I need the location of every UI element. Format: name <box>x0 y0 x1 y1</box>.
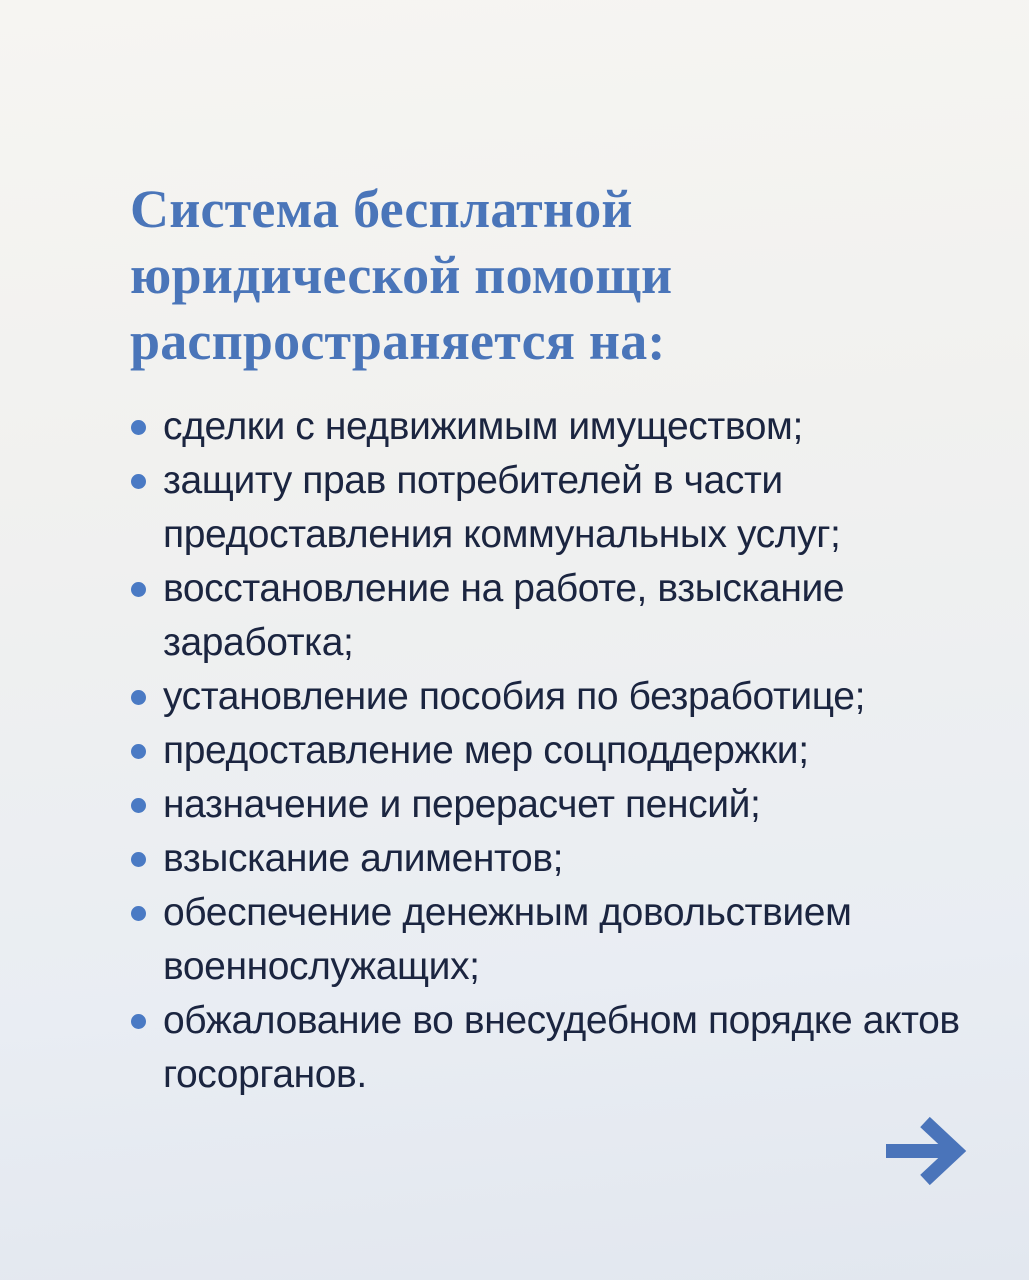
list-item-text: восстановление на работе, взыскание заработка; <box>163 567 845 664</box>
list-item <box>130 832 963 886</box>
coverage-list <box>130 400 969 1102</box>
bullet-icon <box>131 1014 146 1029</box>
page-title: Система бесплатной юридической помощи распространяется на: <box>130 179 673 371</box>
list-item-text: установление пособия по безработице; <box>163 675 866 718</box>
list-item <box>130 886 963 994</box>
next-slide-button[interactable] <box>880 1112 970 1190</box>
arrow-right-icon <box>880 1112 970 1190</box>
list-item-text: предоставление мер соцподдержки; <box>163 729 809 772</box>
bullet-icon <box>131 474 146 489</box>
list-item <box>130 994 963 1102</box>
bullet-icon <box>131 690 146 705</box>
list-item <box>130 670 963 724</box>
list-item <box>130 400 963 454</box>
list-item-text: обжалование во внесудебном порядке актов госорганов. <box>163 999 960 1096</box>
list-item-text: назначение и перерасчет пенсий; <box>163 783 761 826</box>
bullet-icon <box>131 852 146 867</box>
list-item-text: сделки с недвижимым имуществом; <box>163 405 803 448</box>
list-item <box>130 454 963 562</box>
bullet-icon <box>131 582 146 597</box>
list-item-text: защиту прав потребителей в части предоставления коммунальных услуг; <box>163 459 841 556</box>
list-item <box>130 724 963 778</box>
bullet-icon <box>131 906 146 921</box>
list-item-text: взыскание алиментов; <box>163 837 564 880</box>
list-item <box>130 562 963 670</box>
list-item-text: обеспечение денежным довольствием военнослужащих; <box>163 891 852 988</box>
bullet-icon <box>131 744 146 759</box>
bullet-icon <box>131 798 146 813</box>
list-item <box>130 778 963 832</box>
bullet-icon <box>131 420 146 435</box>
